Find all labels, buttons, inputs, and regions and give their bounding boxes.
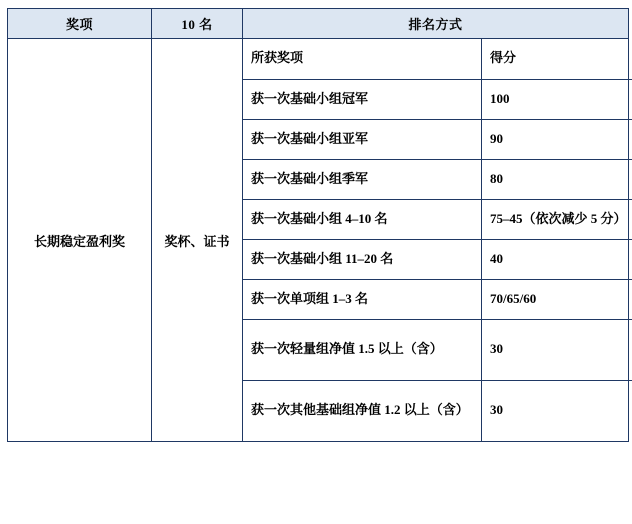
- condition-cell: 获一次基础小组 11–20 名: [243, 239, 482, 279]
- document-page: [0, 8, 632, 524]
- condition-cell: 获一次其他基础组净值 1.2 以上（含）: [243, 380, 482, 441]
- award-ranking-table: [7, 8, 629, 442]
- table-row: [243, 79, 632, 119]
- score-cell: 70/65/60: [482, 279, 632, 319]
- table-row: [243, 199, 632, 239]
- inner-column-header-score: 得分: [482, 39, 632, 79]
- score-cell: 30: [482, 319, 632, 380]
- table-row: [243, 159, 632, 199]
- table-header-row: [8, 9, 629, 39]
- condition-cell: 获一次基础小组 4–10 名: [243, 199, 482, 239]
- score-cell: 80: [482, 159, 632, 199]
- table-body-row: [8, 39, 629, 442]
- condition-cell: 获一次单项组 1–3 名: [243, 279, 482, 319]
- column-header-award: 奖项: [8, 9, 152, 39]
- condition-cell: 获一次基础小组季军: [243, 159, 482, 199]
- column-header-count: 10 名: [152, 9, 243, 39]
- table-row: [243, 279, 632, 319]
- table-row: [243, 380, 632, 441]
- inner-column-header-condition: 所获奖项: [243, 39, 482, 79]
- inner-score-table: [243, 39, 632, 441]
- score-cell: 90: [482, 119, 632, 159]
- table-row: [243, 119, 632, 159]
- score-cell: 75–45（依次减少 5 分）: [482, 199, 632, 239]
- condition-cell: 获一次基础小组亚军: [243, 119, 482, 159]
- award-name-cell: 长期稳定盈利奖: [8, 39, 152, 442]
- condition-cell: 获一次基础小组冠军: [243, 79, 482, 119]
- condition-cell: 获一次轻量组净值 1.5 以上（含）: [243, 319, 482, 380]
- column-header-ranking-method: 排名方式: [243, 9, 629, 39]
- inner-header-row: [243, 39, 632, 79]
- score-cell: 30: [482, 380, 632, 441]
- table-row: [243, 319, 632, 380]
- ranking-method-cell: [243, 39, 629, 442]
- score-cell: 100: [482, 79, 632, 119]
- score-cell: 40: [482, 239, 632, 279]
- table-row: [243, 239, 632, 279]
- award-count-cell: 奖杯、证书: [152, 39, 243, 442]
